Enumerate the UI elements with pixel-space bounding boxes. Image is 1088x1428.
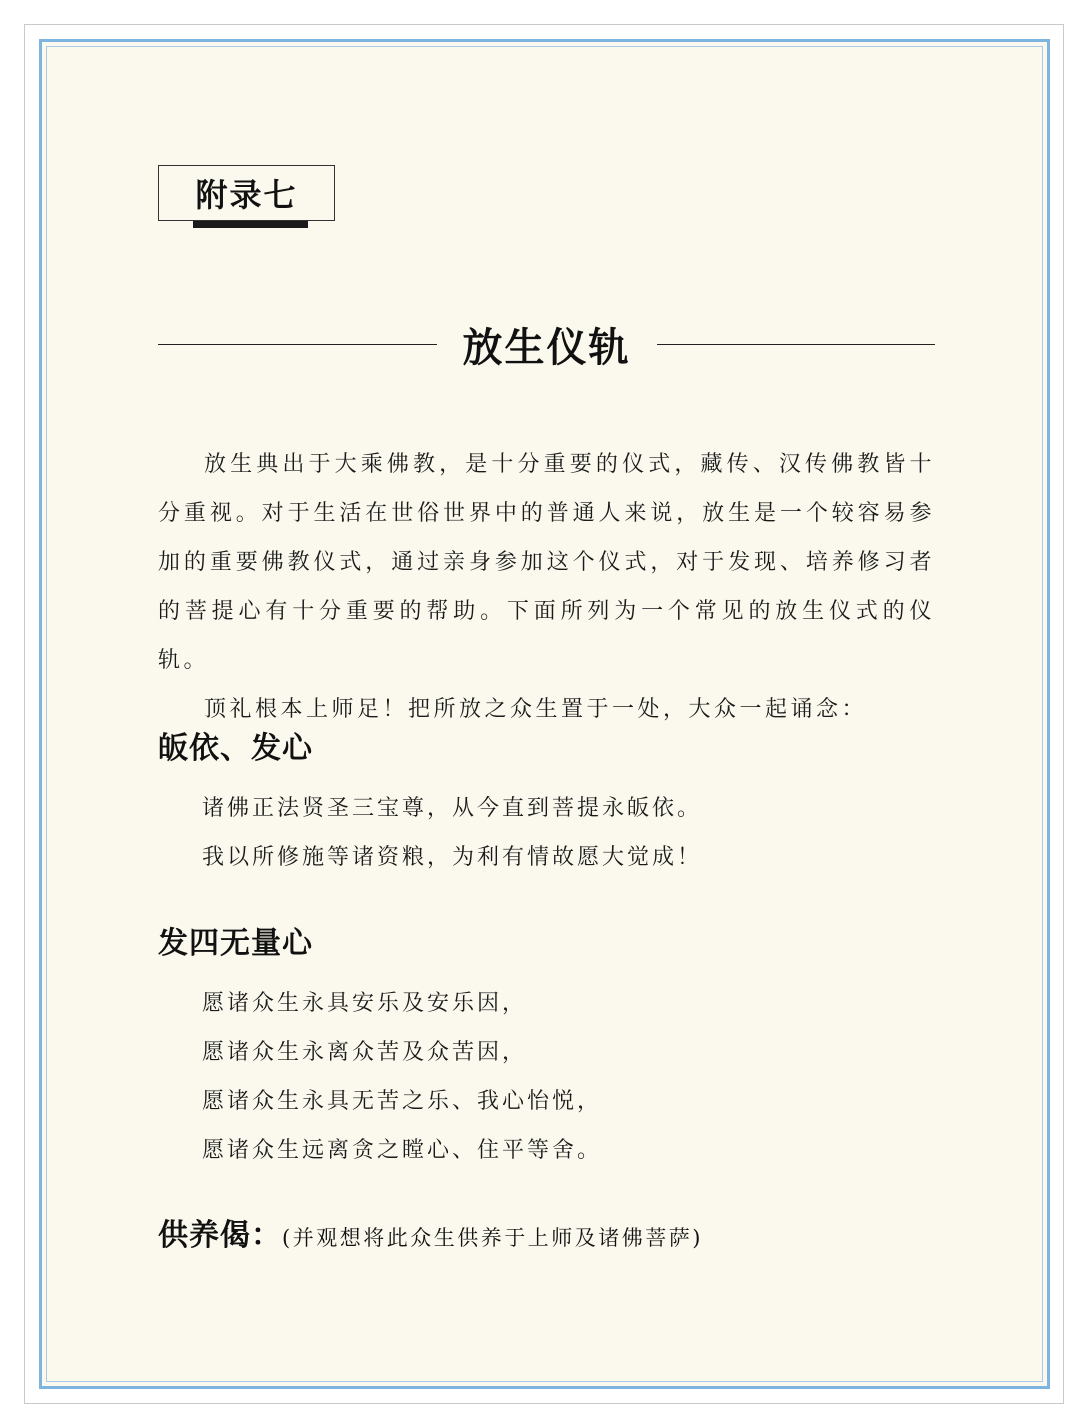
- verse-line: 我以所修施等诸资粮，为利有情故愿大觉成！: [202, 845, 703, 870]
- appendix-label: 附录七: [158, 165, 335, 221]
- verse-line: 愿诸众生永具无苦之乐、我心怡悦，: [202, 1089, 603, 1114]
- refuge-verse: [202, 784, 702, 882]
- verse-line: 愿诸众生永离众苦及众苦因，: [202, 1040, 528, 1065]
- title-rule-right: [657, 344, 936, 345]
- appendix-label-underbar: [193, 221, 308, 228]
- section-heading-refuge: 皈依、发心: [158, 731, 313, 766]
- intro-text: [158, 440, 935, 734]
- title-rule-left: [158, 344, 437, 345]
- offering-note: (并观想将此众生供养于上师及诸佛菩萨): [282, 1226, 703, 1250]
- offering-heading-label: 供养偈：: [158, 1218, 282, 1253]
- intro-paragraph-1: 放生典出于大乘佛教，是十分重要的仪式，藏传、汉传佛教皆十分重视。对于生活在世俗世界中的普通人来说，放生是一个较容易参加的重要佛教仪式，通过亲身参加这个仪式，对于发现、培养修习者的菩提心有十分重要的帮助。下面所列为一个常见的放生仪式的仪轨。: [158, 452, 935, 673]
- page-title: 放生仪轨: [462, 324, 631, 371]
- four-immeasurables-verse: [202, 979, 602, 1175]
- section-heading-offering: [158, 1210, 703, 1254]
- title-row: [158, 312, 935, 376]
- verse-line: 愿诸众生远离贪之瞠心、住平等舍。: [202, 1138, 603, 1163]
- section-heading-four-immeasurables: 发四无量心: [158, 926, 313, 961]
- verse-line: 愿诸众生永具安乐及安乐因，: [202, 991, 528, 1016]
- verse-line: 诸佛正法贤圣三宝尊，从今直到菩提永皈依。: [202, 796, 703, 821]
- intro-paragraph-2: 顶礼根本上师足！把所放之众生置于一处，大众一起诵念：: [204, 697, 868, 722]
